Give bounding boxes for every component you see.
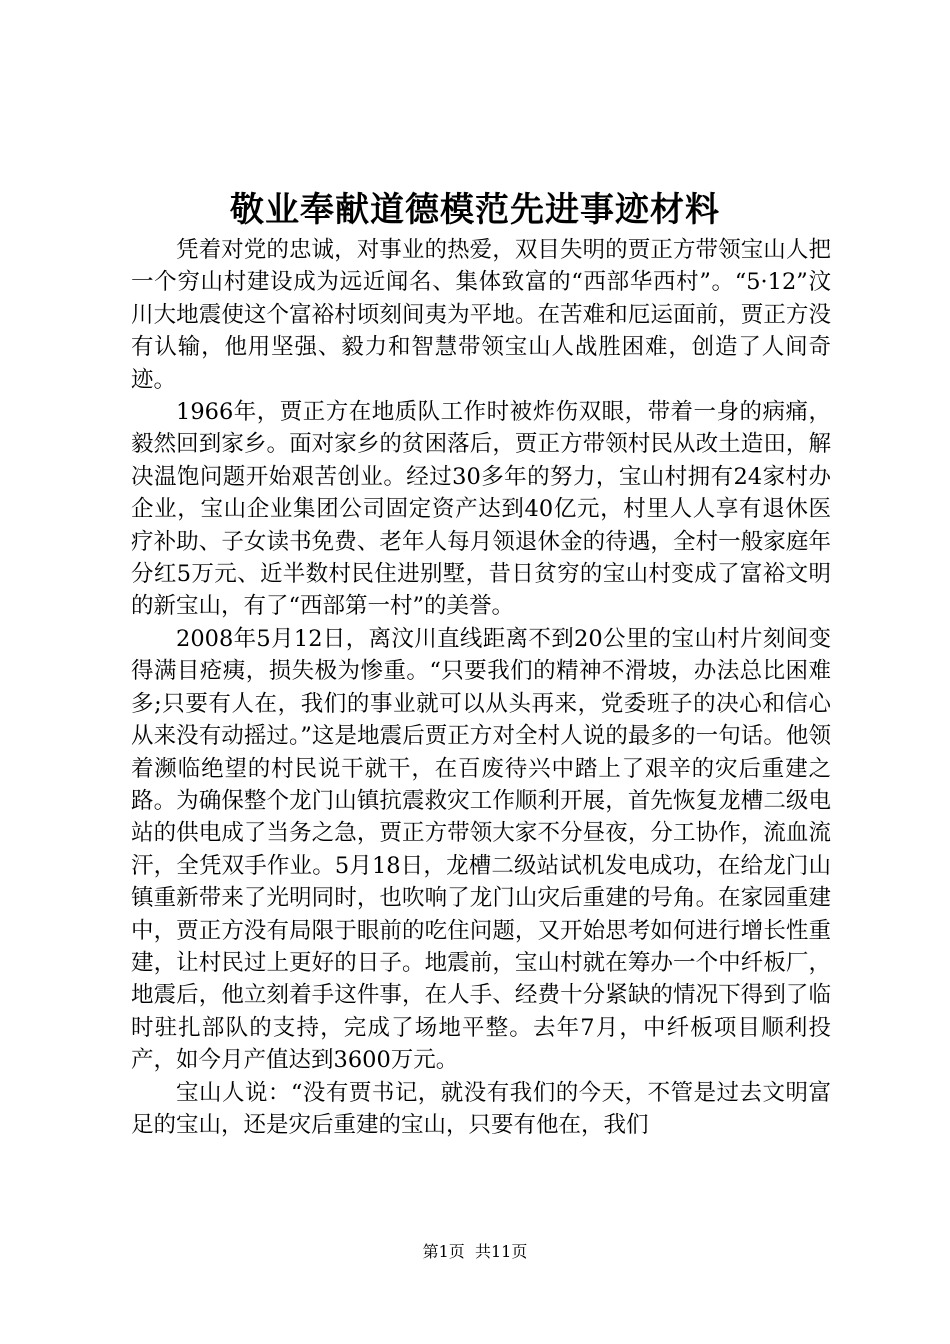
document-body bbox=[131, 234, 831, 1141]
document-title: 敬业奉献道德模范先进事迹材料 bbox=[230, 190, 720, 230]
page-footer bbox=[0, 1242, 950, 1262]
page-number-total: 共11页 bbox=[474, 1242, 528, 1261]
paragraph: 1966年，贾正方在地质队工作时被炸伤双眼，带着一身的病痛，毅然回到家乡。面对家乡的贫困落后，贾正方带领村民从改土造田，解决温饱问题开始艰苦创业。经过30多年的努力，宝山村拥有24家村办企业，宝山企业集团公司固定资产达到40亿元，村里人人享有退休医疗补助、子女读书免费、老年人每月领退休金的待遇，全村一般家庭年分红5万元、近半数村民住进别墅，昔日贫穷的宝山村变成了富裕文明的新宝山，有了“西部第一村”的美誉。 bbox=[131, 399, 831, 620]
footer-separator bbox=[465, 1242, 475, 1261]
paragraph: 2008年5月12日，离汶川直线距离不到20公里的宝山村片刻间变得满目疮痍，损失极为惨重。“只要我们的精神不滑坡，办法总比困难多;只要有人在，我们的事业就可以从头再来，党委班子的决心和信心从来没有动摇过。”这是地震后贾正方对全村人说的最多的一句话。他领着濒临绝望的村民说干就干，在百废待兴中踏上了艰辛的灾后重建之路。为确保整个龙门山镇抗震救灾工作顺利开展，首先恢复龙槽二级电站的供电成了当务之急，贾正方带领大家不分昼夜，分工协作，流血流汗，全凭双手作业。5月18日，龙槽二级站试机发电成功，在给龙门山镇重新带来了光明同时，也吹响了龙门山灾后重建的号角。在家园重建中，贾正方没有局限于眼前的吃住问题，又开始思考如何进行增长性重建，让村民过上更好的日子。地震前，宝山村就在筹办一个中纤板厂，地震后，他立刻着手这件事，在人手、经费十分紧缺的情况下得到了临时驻扎部队的支持，完成了场地平整。去年7月，中纤板项目顺利投产，如今月产值达到3600万元。 bbox=[131, 625, 831, 1074]
paragraph: 宝山人说：“没有贾书记，就没有我们的今天，不管是过去文明富足的宝山，还是灾后重建的宝山，只要有他在，我们 bbox=[131, 1079, 831, 1138]
page-number-current: 第1页 bbox=[422, 1242, 465, 1261]
paragraph: 凭着对党的忠诚，对事业的热爱，双目失明的贾正方带领宝山人把一个穷山村建设成为远近闻名、集体致富的“西部华西村”。“5·12”汶川大地震使这个富裕村顷刻间夷为平地。在苦难和厄运面前，贾正方没有认输，他用坚强、毅力和智慧带领宝山人战胜困难，创造了人间奇迹。 bbox=[131, 237, 831, 393]
